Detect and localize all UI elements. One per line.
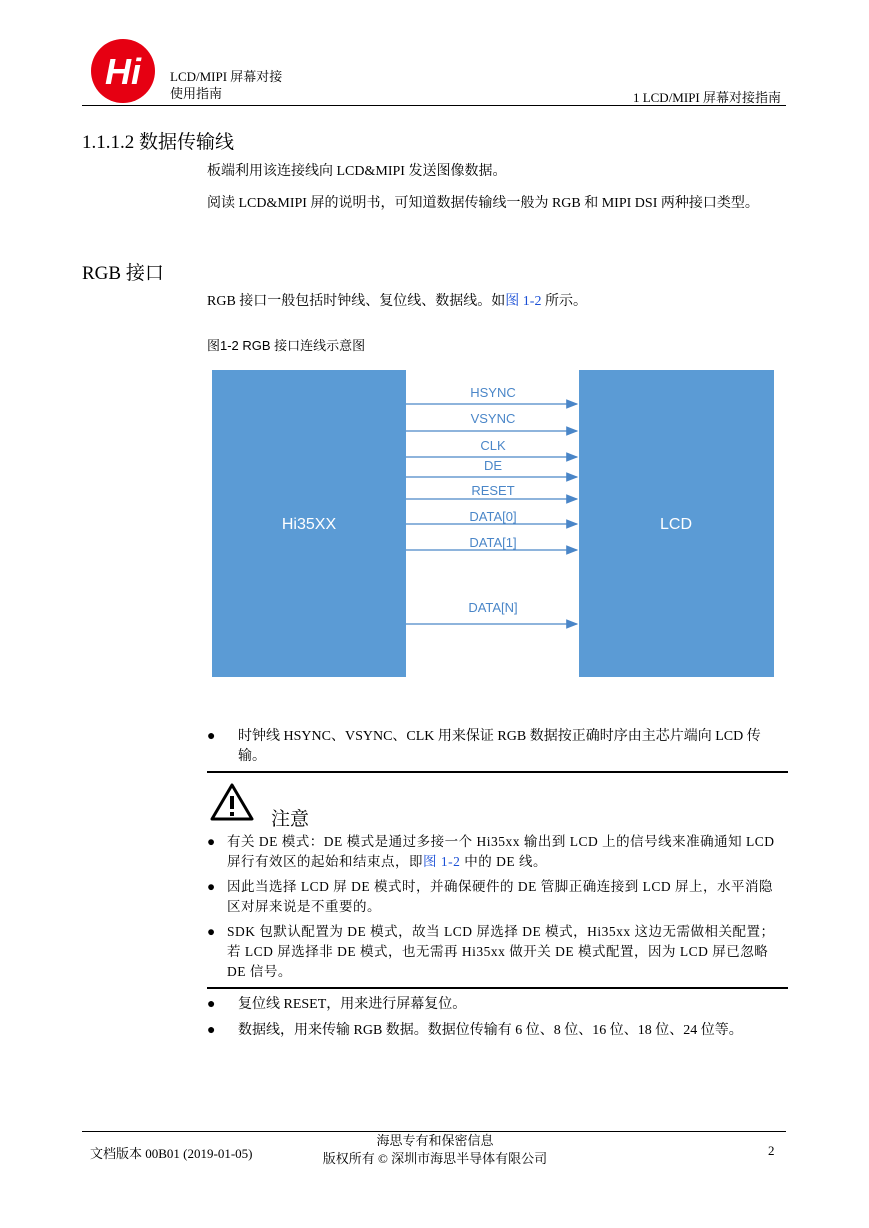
signal-label: RESET xyxy=(471,483,515,498)
header-chapter: 1 LCD/MIPI 屏幕对接指南 xyxy=(632,90,781,105)
notice-text-tail: 中的 DE 线。 xyxy=(460,854,547,869)
bullet-icon: ● xyxy=(207,1023,216,1038)
notice-item xyxy=(207,922,782,982)
list-item-text: 复位线 RESET，用来进行屏幕复位。 xyxy=(238,997,467,1012)
paragraph-2: 阅读 LCD&MIPI 屏的说明书，可知道数据传输线一般为 RGB 和 MIPI DSI 两种接口类型。 xyxy=(207,196,759,211)
bullet-icon: ● xyxy=(207,729,216,744)
rgb-intro-text: RGB 接口一般包括时钟线、复位线、数据线。如 xyxy=(207,294,506,309)
logo-text: Hi xyxy=(105,51,141,92)
bullet-icon: ● xyxy=(207,924,216,939)
signal-label: VSYNC xyxy=(470,411,516,426)
signal-label: HSYNC xyxy=(470,385,516,400)
rgb-intro xyxy=(207,292,787,312)
footer-confidential: 海思专有和保密信息 xyxy=(376,1133,494,1148)
list-item xyxy=(207,1021,782,1041)
rgb-diagram xyxy=(205,362,785,686)
bullet-icon: ● xyxy=(207,879,216,894)
signal-label: CLK xyxy=(480,438,506,453)
notice-item-text xyxy=(227,832,782,872)
figure-link[interactable]: 图 1-2 xyxy=(505,294,542,309)
notice-text: 有关 DE 模式：DE 模式是通过多接一个 Hi35xx 输出到 LCD 上的信号线来准确通知 LCD 屏行有效区的起始和结束点，即 xyxy=(227,834,775,869)
warning-icon xyxy=(210,782,254,822)
paragraph-1: 板端利用该连接线向 LCD&MIPI 发送图像数据。 xyxy=(207,164,507,179)
bullet-icon: ● xyxy=(207,834,216,849)
header-title-line1: LCD/MIPI 屏幕对接 xyxy=(170,69,283,84)
hi35xx-label: Hi35XX xyxy=(281,516,337,533)
notice-item-text: SDK 包默认配置为 DE 模式，故当 LCD 屏选择 DE 模式，Hi35xx 这边无需做相关配置；若 LCD 屏选择非 DE 模式，也无需再 Hi35xx 做开关 DE 模式配置，因为 LCD 屏已忽略 DE 信号。 xyxy=(227,924,775,979)
rgb-intro-tail: 所示。 xyxy=(541,294,587,309)
list-item xyxy=(207,995,782,1015)
header-doc-title xyxy=(170,68,282,102)
list-item xyxy=(207,727,782,767)
figure-link[interactable]: 图 1-2 xyxy=(423,854,461,869)
header-title-line2: 使用指南 xyxy=(170,86,223,101)
header-divider xyxy=(82,105,786,106)
lcd-label: LCD xyxy=(659,516,693,533)
page-number: 2 xyxy=(768,1143,775,1158)
figure-caption: 图1-2 RGB 接口连线示意图 xyxy=(207,338,366,353)
list-item-text: 时钟线 HSYNC、VSYNC、CLK 用来保证 RGB 数据按正确时序由主芯片端向 LCD 传输。 xyxy=(238,729,761,764)
notice-title: 注意 xyxy=(271,809,310,830)
hisilicon-logo xyxy=(90,38,156,104)
bullet-icon: ● xyxy=(207,997,216,1012)
list-item-text: 数据线，用来传输 RGB 数据。数据位传输有 6 位、8 位、16 位、18 位、24 位等。 xyxy=(238,1023,743,1038)
footer-version: 文档版本 00B01 (2019-01-05) xyxy=(90,1146,253,1161)
rgb-heading: RGB 接口 xyxy=(82,263,164,284)
signal-label: DATA[N] xyxy=(468,600,518,615)
section-heading: 1.1.1.2 数据传输线 xyxy=(82,132,235,153)
notice-bottom-rule xyxy=(207,987,788,989)
signal-label: DATA[1] xyxy=(469,535,517,550)
notice-item-text: 因此当选择 LCD 屏 DE 模式时，并确保硬件的 DE 管脚正确连接到 LCD 屏上，水平消隐区对屏来说是不重要的。 xyxy=(227,879,773,914)
notice-item xyxy=(207,877,782,917)
notice-item xyxy=(207,832,782,872)
notice-top-rule xyxy=(207,771,788,773)
signal-label: DATA[0] xyxy=(469,509,517,524)
footer-center xyxy=(300,1132,570,1168)
signal-label: DE xyxy=(483,458,503,473)
footer-copyright: 版权所有 © 深圳市海思半导体有限公司 xyxy=(322,1151,548,1166)
